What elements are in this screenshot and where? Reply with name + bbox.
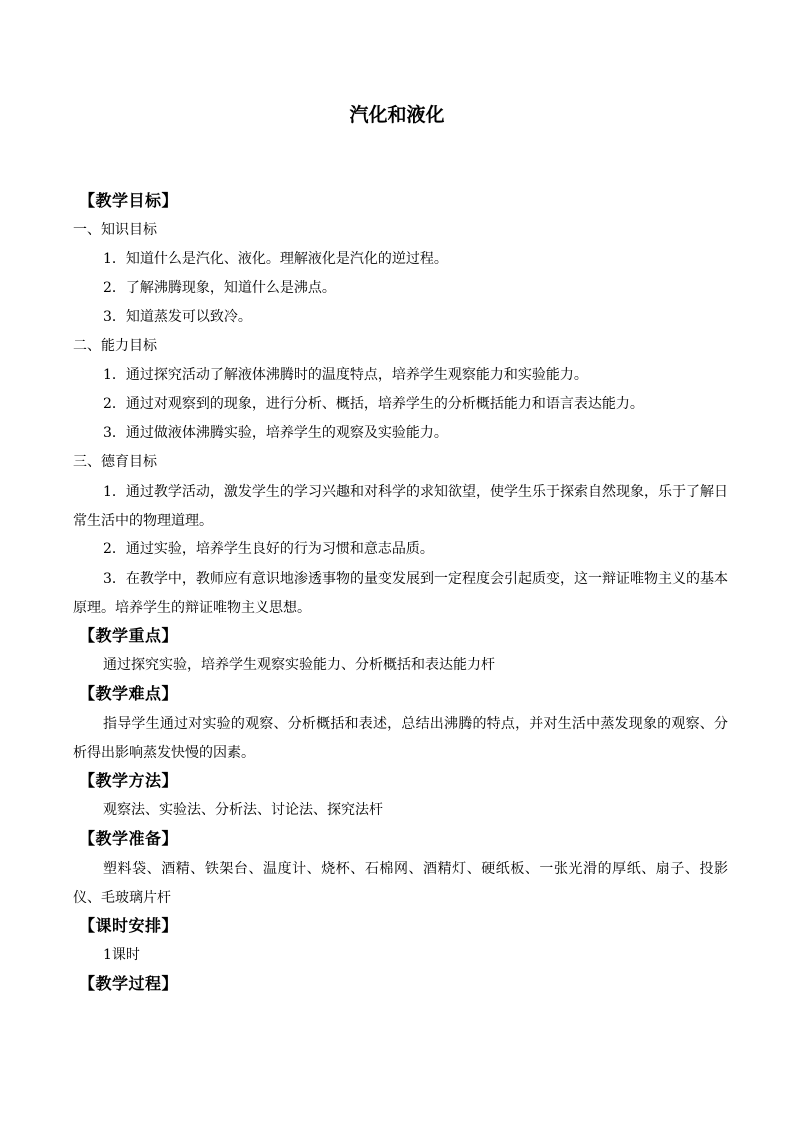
difficulties-heading: 【教学难点】 <box>79 684 179 703</box>
process-heading: 【教学过程】 <box>79 974 179 993</box>
ability-item: 2．通过对观察到的现象，进行分析、概括，培养学生的分析概括能力和语言表达能力。 <box>103 396 644 412</box>
ability-item: 3．通过做液体沸腾实验，培养学生的观察及实验能力。 <box>103 425 448 441</box>
preparation-text: 塑料袋、酒精、铁架台、温度计、烧杯、石棉网、酒精灯、硬纸板、一张光滑的厚纸、扇子、投影仪、毛玻璃片杆 <box>73 861 728 906</box>
moral-heading: 三、德育目标 <box>73 454 157 470</box>
document-title: 汽化和液化 <box>349 104 445 126</box>
moral-item: 2．通过实验，培养学生良好的行为习惯和意志品质。 <box>103 541 434 557</box>
moral-item: 3．在教学中，教师应有意识地渗透事物的量变发展到一定程度会引起质变，这一辩证唯物主义的基本原理。培养学生的辩证唯物主义思想。 <box>73 571 728 616</box>
difficulties-text: 指导学生通过对实验的观察、分析概括和表述，总结出沸腾的特点，并对生活中蒸发现象的观察、分析得出影响蒸发快慢的因素。 <box>73 716 728 761</box>
knowledge-item: 3．知道蒸发可以致冷。 <box>103 309 252 325</box>
methods-heading: 【教学方法】 <box>79 771 179 790</box>
goals-heading: 【教学目标】 <box>79 191 179 210</box>
key-points-text: 通过探究实验，培养学生观察实验能力、分析概括和表达能力杆 <box>103 657 495 673</box>
schedule-heading: 【课时安排】 <box>79 916 179 935</box>
ability-heading: 二、能力目标 <box>73 338 157 354</box>
knowledge-item: 2．了解沸腾现象，知道什么是沸点。 <box>103 280 336 296</box>
knowledge-heading: 一、知识目标 <box>73 222 157 238</box>
schedule-text: 1课时 <box>103 947 140 963</box>
moral-item: 1．通过教学活动，激发学生的学习兴趣和对科学的求知欲望，使学生乐于探索自然现象，乐于了解日常生活中的物理道理。 <box>73 484 728 529</box>
ability-item: 1．通过探究活动了解液体沸腾时的温度特点，培养学生观察能力和实验能力。 <box>103 367 588 383</box>
document-body <box>73 188 728 1000</box>
preparation-heading: 【教学准备】 <box>79 829 179 848</box>
key-points-heading: 【教学重点】 <box>79 626 179 645</box>
methods-text: 观察法、实验法、分析法、讨论法、探究法杆 <box>103 802 383 818</box>
knowledge-item: 1．知道什么是汽化、液化。理解液化是汽化的逆过程。 <box>103 251 448 267</box>
